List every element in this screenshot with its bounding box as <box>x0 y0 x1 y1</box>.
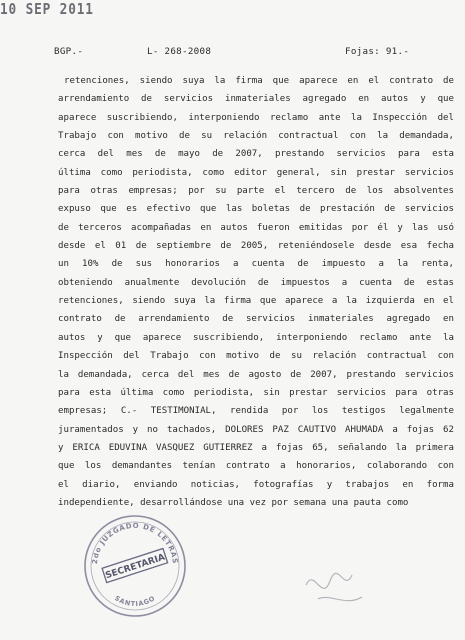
signature <box>300 563 370 611</box>
header-initials: BGP.- <box>54 46 84 57</box>
seal-ring-top: 2do JUZGADO DE LETRAS <box>90 521 180 565</box>
text-line: independiente, desarrollándose una vez por semana una pauta como <box>58 497 409 508</box>
text-line: Trabajo con motivo de su relación contractual con la demandada, <box>58 131 454 142</box>
text-line: arrendamiento de servicios inmateriales agregado en autos y que <box>58 94 454 105</box>
document-body <box>58 72 454 512</box>
date-stamp: 10 SEP 2011 <box>0 0 94 18</box>
text-line: expuso que es efectivo que las boletas de prestación de servicios <box>58 204 454 215</box>
text-line: de terceros acompañadas en autos fueron emitidas por él y las usó <box>58 222 454 233</box>
seal-center-text: SECRETARIA <box>104 552 167 582</box>
text-line: última como periodista, como editor general, sin prestar servicios <box>58 167 454 178</box>
text-line: empresas; C.- TESTIMONIAL, rendida por los testigos legalmente <box>58 406 454 417</box>
text-line: cerca del mes de mayo de 2007, prestando servicios para esta <box>58 149 454 160</box>
text-line: retenciones, siendo suya la firma que aparece a la izquierda en el <box>58 296 454 307</box>
text-line: retenciones, siendo suya la firma que aparece en el contrato de <box>64 76 454 86</box>
text-line: Inspección del Trabajo con motivo de su relación contractual con <box>58 351 454 362</box>
text-line: que los demandantes tenían contrato a honorarios, colaborando con <box>58 461 454 472</box>
svg-text:SANTIAGO <box>113 594 157 608</box>
text-line: desde el 01 de septiembre de 2005, reteniéndosele desde esa fecha <box>58 241 454 252</box>
text-line: para esta última como periodista, sin prestar servicios para otras <box>58 387 454 398</box>
court-seal <box>81 512 189 620</box>
text-line: y ERICA EDUVINA VASQUEZ GUTIERREZ a fojas 65, señalando la primera <box>58 442 454 453</box>
text-line: autos y que aparece suscribiendo, interponiendo reclamo ante la <box>58 332 454 343</box>
text-line: un 10% de sus honorarios a cuenta de impuesto a la renta, <box>58 259 454 270</box>
page-header <box>0 46 465 60</box>
seal-ring-bottom: SANTIAGO <box>113 594 157 609</box>
text-line: la demandada, cerca del mes de agosto de 2007, prestando servicios <box>58 369 454 380</box>
text-line: juramentados y no tachados, DOLORES PAZ CAUTIVO AHUMADA a fojas 62 <box>58 424 454 435</box>
text-line: obteniendo anualmente devolución de impuestos a cuenta de estas <box>58 277 454 288</box>
text-line: para otras empresas; por su parte el tercero de los absolventes <box>58 186 454 197</box>
text-line: el diario, enviando noticias, fotografías y trabajos en forma <box>58 479 454 490</box>
text-line: contrato de arrendamiento de servicios inmateriales agregado en <box>58 314 454 325</box>
text-line: aparece suscribiendo, interponiendo reclamo ante la Inspección del <box>58 112 454 123</box>
header-folio: Fojas: 91.- <box>345 46 410 57</box>
header-case-number: L- 268-2008 <box>147 46 212 57</box>
